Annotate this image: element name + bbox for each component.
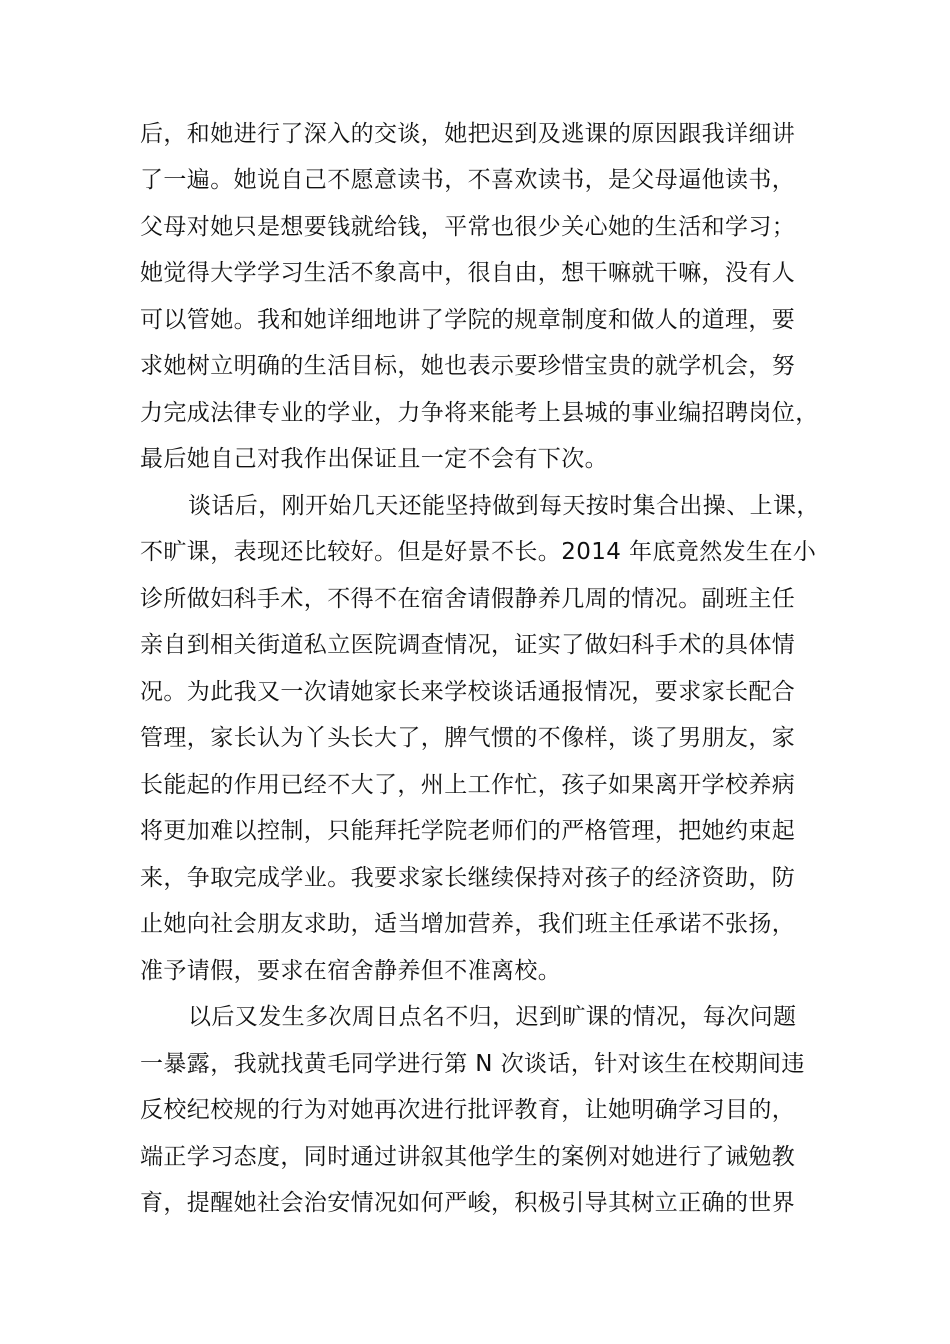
text-line: 来，争取完成学业。我要求家长继续保持对孩子的经济资助，防 [140, 865, 796, 891]
text-line: 反校纪校规的行为对她再次进行批评教育，让她明确学习目的， [140, 1097, 796, 1123]
text-line: 父母对她只是想要钱就给钱，平常也很少关心她的生活和学习； [140, 214, 796, 240]
paragraph-start-line: 以后又发生多次周日点名不归，迟到旷课的情况，每次问题 [188, 1004, 797, 1030]
text-line: 一暴露，我就找黄毛同学进行第 N 次谈话，针对该生在校期间违 [140, 1051, 805, 1077]
text-line: 诊所做妇科手术，不得不在宿舍请假静养几周的情况。副班主任 [140, 586, 796, 612]
text-line: 亲自到相关街道私立医院调查情况，证实了做妇科手术的具体情 [140, 632, 796, 658]
text-line: 将更加难以控制，只能拜托学院老师们的严格管理，把她约束起 [140, 818, 796, 844]
text-line: 育，提醒她社会治安情况如何严峻，积极引导其树立正确的世界 [140, 1190, 796, 1216]
text-line: 求她树立明确的生活目标，她也表示要珍惜宝贵的就学机会，努 [140, 353, 796, 379]
text-line: 端正学习态度，同时通过讲叙其他学生的案例对她进行了诫勉教 [140, 1144, 796, 1170]
text-line: 最后她自己对我作出保证且一定不会有下次。 [140, 446, 608, 472]
text-line: 不旷课，表现还比较好。但是好景不长。2014 年底竟然发生在小 [140, 539, 817, 565]
text-line: 了一遍。她说自己不愿意读书，不喜欢读书，是父母逼他读书， [140, 167, 796, 193]
text-line: 可以管她。我和她详细地讲了学院的规章制度和做人的道理，要 [140, 307, 796, 333]
text-line: 长能起的作用已经不大了，州上工作忙，孩子如果离开学校养病 [140, 772, 796, 798]
text-line: 止她向社会朋友求助，适当增加营养，我们班主任承诺不张扬， [140, 911, 796, 937]
text-line: 她觉得大学学习生活不象高中，很自由，想干嘛就干嘛，没有人 [140, 260, 796, 286]
text-line: 后，和她进行了深入的交谈，她把迟到及逃课的原因跟我详细讲 [140, 121, 796, 147]
text-line: 准予请假，要求在宿舍静养但不准离校。 [140, 958, 562, 984]
text-line: 管理，家长认为丫头长大了，脾气惯的不像样，谈了男朋友，家 [140, 725, 796, 751]
text-line: 况。为此我又一次请她家长来学校谈话通报情况，要求家长配合 [140, 679, 796, 705]
text-line: 力完成法律专业的学业，力争将来能考上县城的事业编招聘岗位， [140, 400, 819, 426]
paragraph-start-line: 谈话后，刚开始几天还能坚持做到每天按时集合出操、上课， [188, 493, 820, 519]
